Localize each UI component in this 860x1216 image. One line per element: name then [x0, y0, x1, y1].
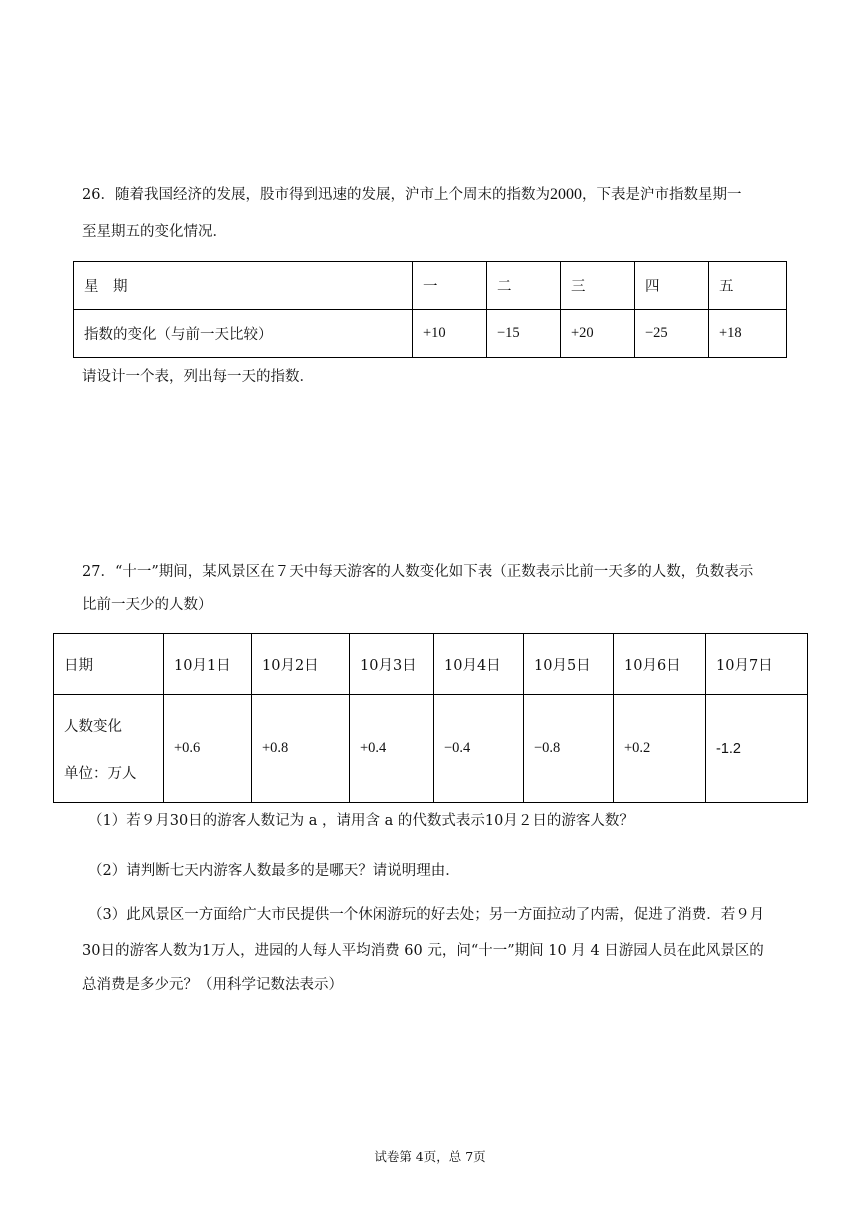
q27-cell-value: +0.8 [252, 695, 350, 803]
q27-cell-date: 10月1日 [164, 634, 252, 695]
q27-cell-value: −0.4 [434, 695, 524, 803]
q26-table-row-change [74, 310, 787, 358]
q27-table-row-date [54, 634, 808, 695]
q26-table [73, 261, 787, 358]
q27-cell-date: 10月2日 [252, 634, 350, 695]
q26-cell-value: +20 [561, 310, 635, 358]
q26-line1-b: ，下表是沪市指数星期一 [581, 187, 742, 203]
q27-cell-date: 10月6日 [614, 634, 706, 695]
q27-label-line2: 单位：万人 [64, 765, 137, 782]
q27-cell-date: 10月3日 [350, 634, 434, 695]
q26-cell-day: 一 [413, 262, 487, 310]
q26-cell-header: 星 期 [74, 262, 413, 310]
q27-cell-value: −0.8 [524, 695, 614, 803]
q27-cell-label [54, 695, 164, 803]
q27-cell-date: 10月4日 [434, 634, 524, 695]
q26-index-value: 2000 [549, 186, 582, 203]
q27-table-row-change [54, 695, 808, 803]
q27-sub3-line3: 总消费是多少元？（用科学记数法表示） [82, 977, 343, 993]
page-footer: 试卷第 4页，总 7页 [374, 1149, 486, 1164]
q27-cell-value: +0.6 [164, 695, 252, 803]
q26-line1 [82, 186, 741, 204]
q27-line1: 27．“十一”期间，某风景区在７天中每天游客的人数变化如下表（正数表示比前一天多的人数，负数表示 [82, 564, 754, 580]
q26-cell-day: 二 [487, 262, 561, 310]
q26-prompt: 请设计一个表，列出每一天的指数． [82, 369, 314, 385]
q26-cell-day: 四 [635, 262, 709, 310]
q26-cell-day: 三 [561, 262, 635, 310]
q27-cell-value: +0.2 [614, 695, 706, 803]
q27-line2: 比前一天少的人数） [82, 597, 213, 613]
q27-table [53, 633, 808, 803]
q26-line1-a: 26．随着我国经济的发展，股市得到迅速的发展，沪市上个周末的指数为 [82, 187, 550, 203]
q26-cell-day: 五 [709, 262, 787, 310]
q27-label-line1: 人数变化 [64, 718, 122, 735]
q27-sub1: （1）若９月30日的游客人数记为 a ，请用含 a 的代数式表示10月２日的游客人数？ [88, 813, 634, 829]
q27-sub3-line2: 30日的游客人数为1万人，进园的人每人平均消费 60 元，问“十一”期间 10 月 4 日游园人员在此风景区的 [82, 943, 764, 959]
q27-cell-date: 10月5日 [524, 634, 614, 695]
q27-sub2: （2）请判断七天内游客人数最多的是哪天？请说明理由． [88, 863, 460, 879]
q26-cell-value: +18 [709, 310, 787, 358]
q26-table-row-weekday [74, 262, 787, 310]
q26-line2: 至星期五的变化情况． [82, 224, 227, 240]
q27-cell-header: 日期 [54, 634, 164, 695]
q27-cell-date: 10月7日 [706, 634, 808, 695]
q26-cell-value: −15 [487, 310, 561, 358]
q26-cell-value: +10 [413, 310, 487, 358]
q27-sub3-line1: （3）此风景区一方面给广大市民提供一个休闲游玩的好去处；另一方面拉动了内需，促进了消费．若９月 [88, 907, 765, 923]
q27-cell-value: +0.4 [350, 695, 434, 803]
q26-cell-value: −25 [635, 310, 709, 358]
q26-cell-label: 指数的变化（与前一天比较） [74, 310, 413, 358]
q27-cell-value: -1.2 [706, 695, 808, 803]
